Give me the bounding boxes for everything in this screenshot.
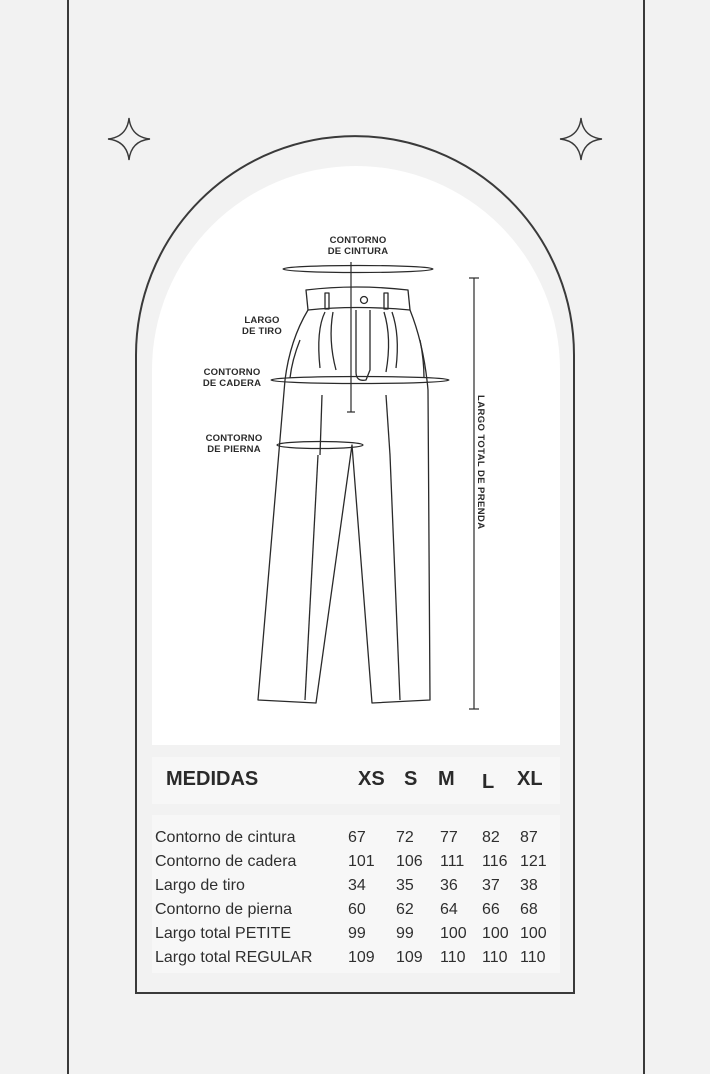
table-row bbox=[152, 901, 560, 925]
table-row bbox=[152, 877, 560, 901]
cell-value: 36 bbox=[440, 877, 458, 894]
cell-value: 62 bbox=[396, 901, 414, 918]
cell-value: 67 bbox=[348, 829, 366, 846]
measurements-table bbox=[152, 815, 560, 973]
cell-value: 109 bbox=[348, 949, 375, 966]
sparkle-icon-right bbox=[560, 118, 602, 160]
cell-value: 82 bbox=[482, 829, 500, 846]
cell-value: 66 bbox=[482, 901, 500, 918]
row-label: Contorno de pierna bbox=[155, 901, 292, 918]
leg-label: CONTORNO DE PIERNA bbox=[205, 433, 263, 455]
cell-value: 68 bbox=[520, 901, 538, 918]
cell-value: 106 bbox=[396, 853, 423, 870]
row-label: Contorno de cintura bbox=[155, 829, 296, 846]
row-label: Largo total PETITE bbox=[155, 925, 292, 942]
cell-value: 87 bbox=[520, 829, 538, 846]
cell-value: 37 bbox=[482, 877, 500, 894]
cell-value: 110 bbox=[440, 949, 466, 966]
size-xs: XS bbox=[358, 768, 385, 790]
size-l: L bbox=[482, 771, 495, 793]
row-label: Largo de tiro bbox=[155, 877, 245, 894]
cell-value: 121 bbox=[520, 853, 547, 870]
cell-value: 110 bbox=[482, 949, 508, 966]
cell-value: 34 bbox=[348, 877, 366, 894]
cell-value: 116 bbox=[482, 853, 508, 870]
cell-value: 35 bbox=[396, 877, 414, 894]
rise-label: LARGO DE TIRO bbox=[242, 315, 282, 337]
row-label: Largo total REGULAR bbox=[155, 949, 313, 966]
table-header bbox=[152, 757, 560, 804]
cell-value: 99 bbox=[396, 925, 414, 942]
cell-value: 109 bbox=[396, 949, 423, 966]
cell-value: 100 bbox=[440, 925, 467, 942]
waist-label: CONTORNO DE CINTURA bbox=[327, 235, 389, 257]
hip-label: CONTORNO DE CADERA bbox=[202, 367, 262, 389]
cell-value: 100 bbox=[482, 925, 509, 942]
cell-value: 38 bbox=[520, 877, 538, 894]
cell-value: 77 bbox=[440, 829, 458, 846]
cell-value: 60 bbox=[348, 901, 366, 918]
cell-value: 99 bbox=[348, 925, 366, 942]
cell-value: 64 bbox=[440, 901, 458, 918]
cell-value: 110 bbox=[520, 949, 546, 966]
sparkle-icon-left bbox=[108, 118, 150, 160]
size-s: S bbox=[404, 768, 418, 790]
cell-value: 72 bbox=[396, 829, 414, 846]
cell-value: 100 bbox=[520, 925, 547, 942]
size-xl: XL bbox=[517, 768, 543, 790]
row-label: Contorno de cadera bbox=[155, 853, 297, 870]
cell-value: 111 bbox=[440, 853, 465, 870]
total-length-label: LARGO TOTAL DE PRENDA bbox=[475, 395, 486, 530]
table-row bbox=[152, 853, 560, 877]
cell-value: 101 bbox=[348, 853, 375, 870]
table-row bbox=[152, 925, 560, 949]
table-title: MEDIDAS bbox=[166, 768, 259, 790]
table-row bbox=[152, 949, 560, 973]
table-row bbox=[152, 829, 560, 853]
size-m: M bbox=[438, 768, 455, 790]
